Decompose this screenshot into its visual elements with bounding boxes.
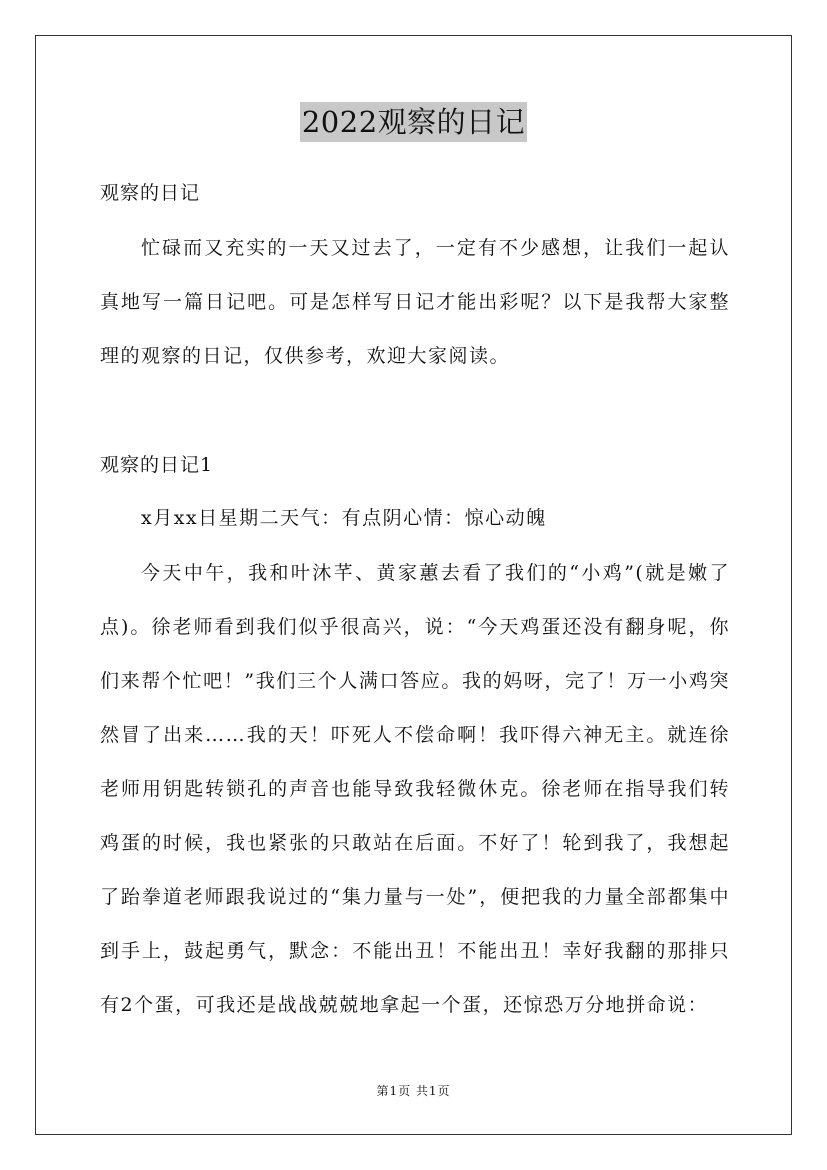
page-footer: 第1页 共1页 [376,1084,451,1098]
title-container [0,102,827,142]
section-title: 观察的日记1 [100,454,214,476]
document-title: 2022观察的日记 [300,102,527,142]
body-paragraph: 今天中午，我和叶沐芊、黄家蕙去看了我们的“小鸡”(就是嫩了点)。徐老师看到我们似乎很高兴，说：“今天鸡蛋还没有翻身呢，你们来帮个忙吧！”我们三个人满口答应。我的妈呀，完了！万一小鸡突然冒了出来……我的天！吓死人不偿命啊！我吓得六神无主。就连徐老师用钥匙转锁孔的声音也能导致我轻微休克。徐老师在指导我们转鸡蛋的时候，我也紧张的只敢站在后面。不好了！轮到我了，我想起了跆拳道老师跟我说过的“集力量与一处”，便把我的力量全部都集中到手上，鼓起勇气，默念：不能出丑！不能出丑！幸好我翻的那排只有2个蛋，可我还是战战兢兢地拿起一个蛋，还惊恐万分地拼命说： [100,562,730,1016]
date-line: x月xx日星期二天气：有点阴心情：惊心动魄 [141,507,547,529]
intro-paragraph: 忙碌而又充实的一天又过去了，一定有不少感想，让我们一起认真地写一篇日记吧。可是怎样写日记才能出彩呢？以下是我帮大家整理的观察的日记，仅供参考，欢迎大家阅读。 [100,237,730,367]
subheading: 观察的日记 [100,182,201,204]
